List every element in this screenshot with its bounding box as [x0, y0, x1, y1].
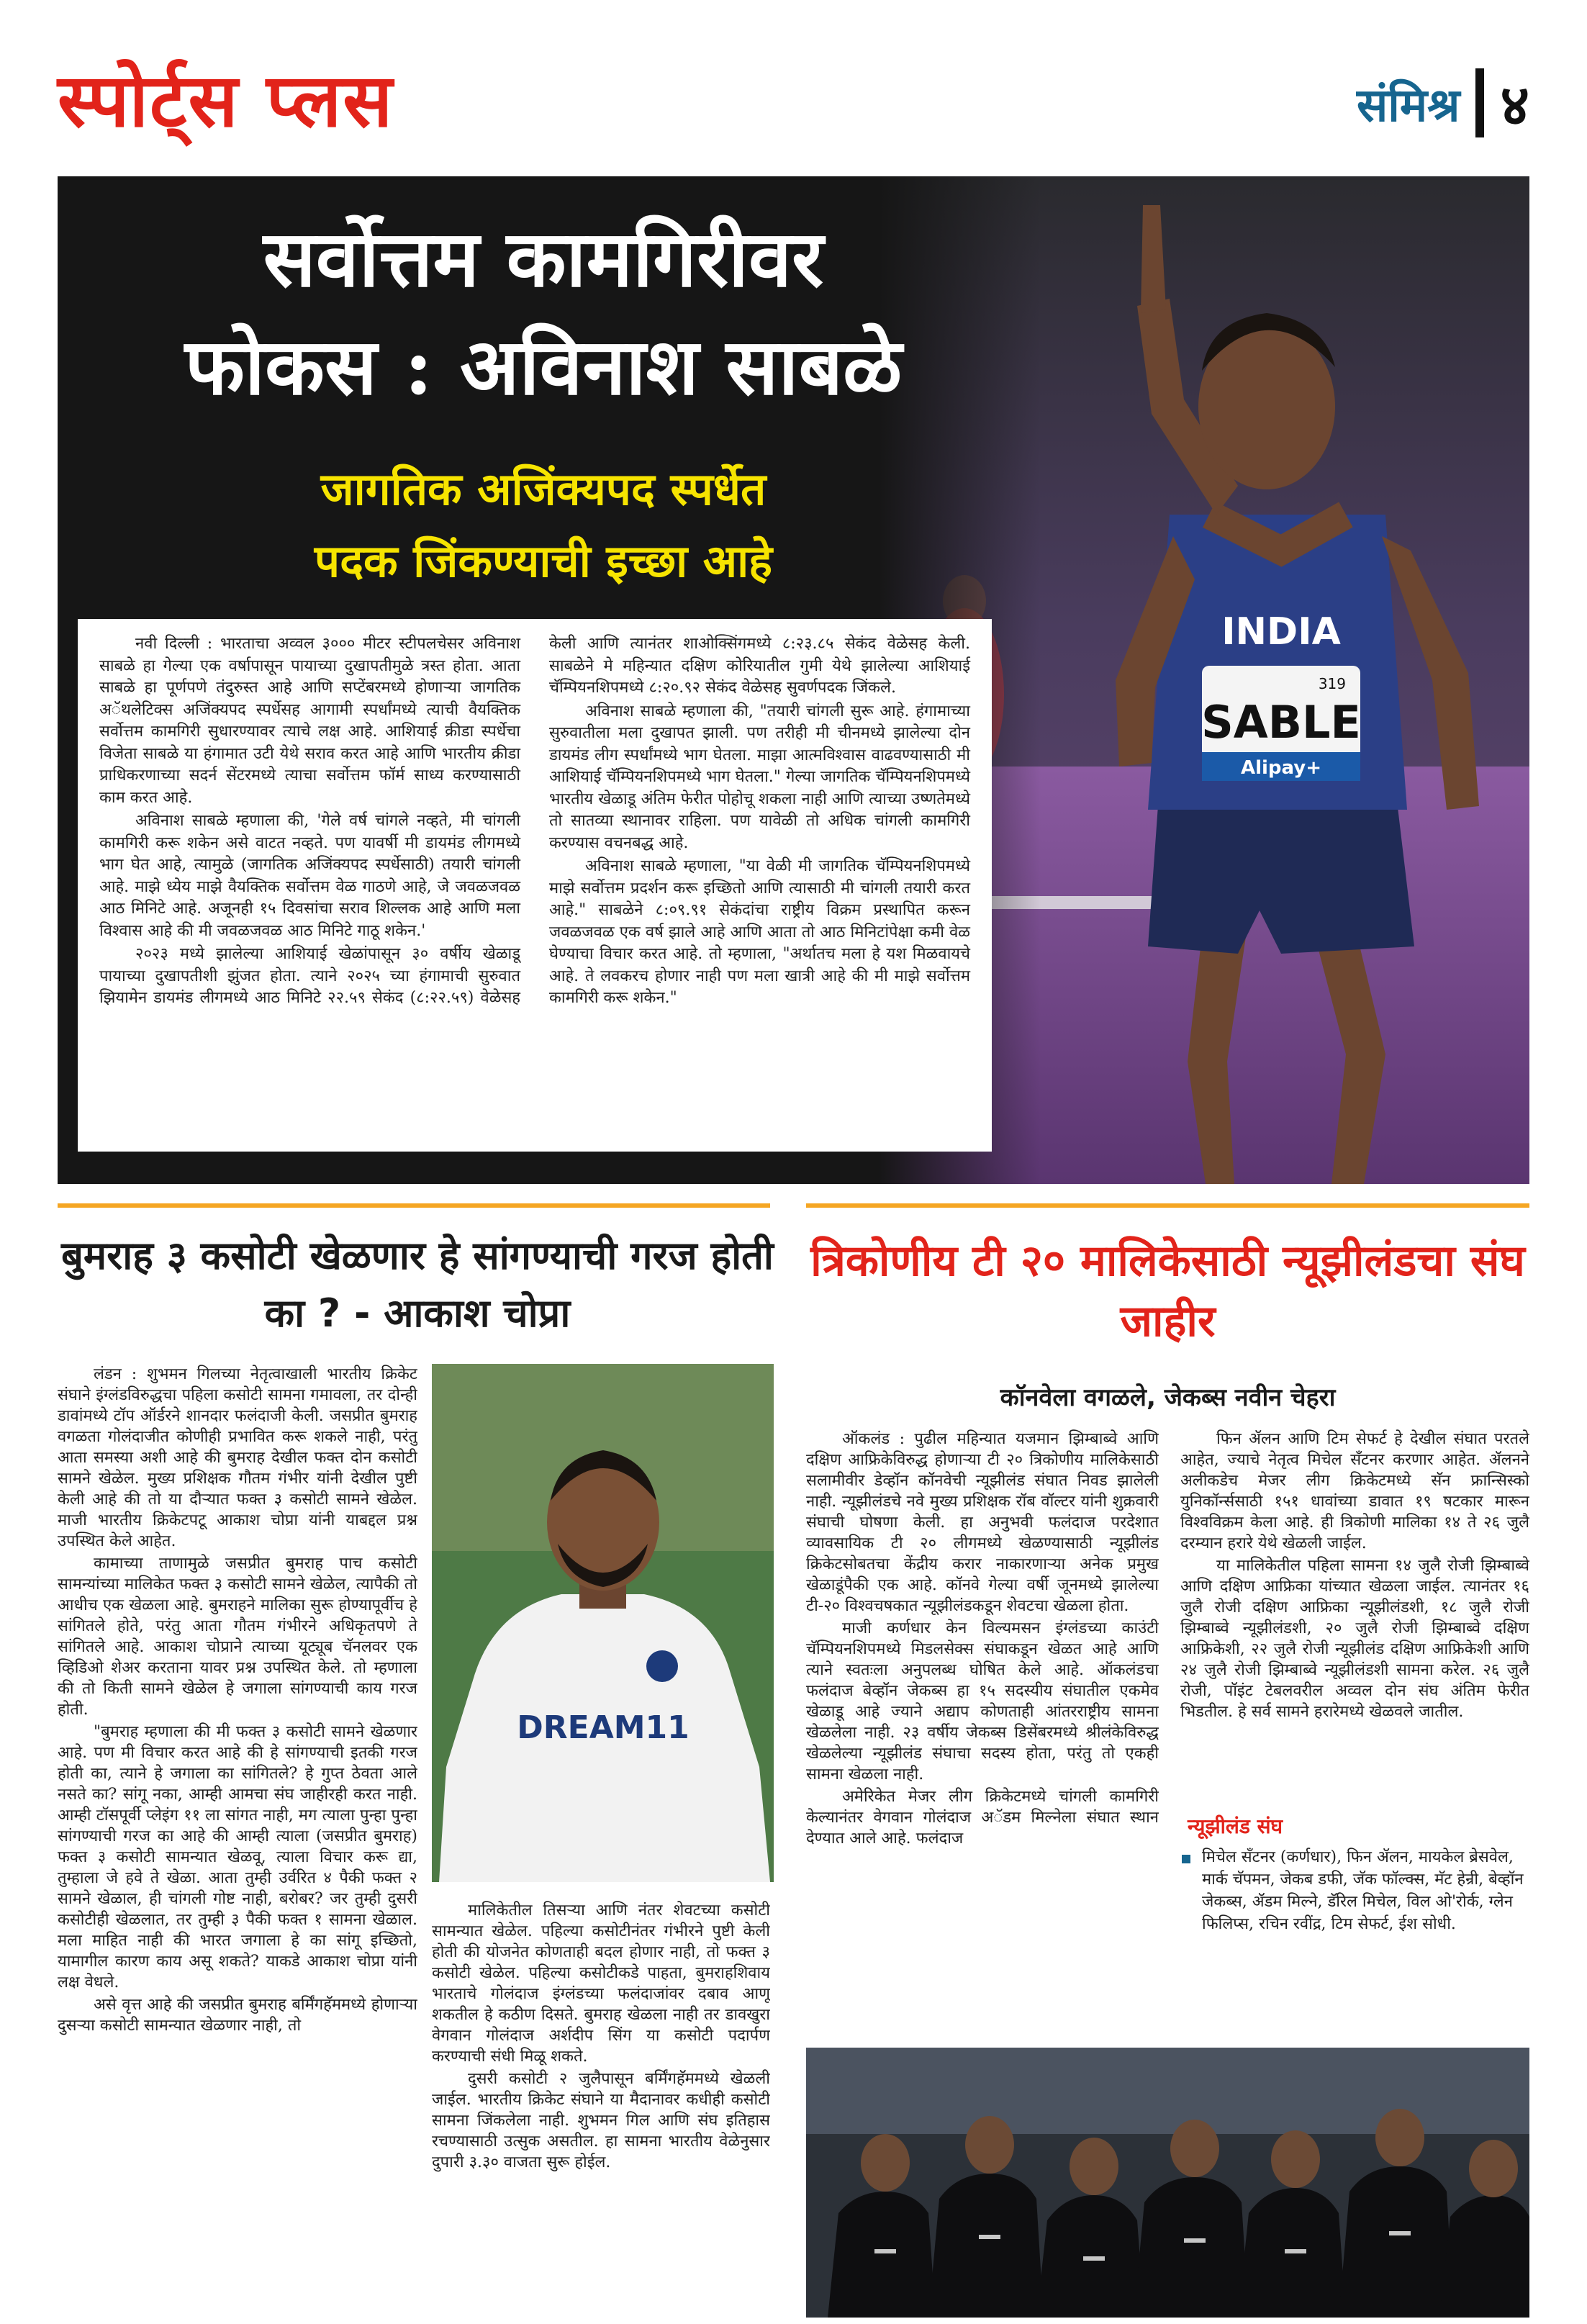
nz-column-2	[1180, 1429, 1529, 1803]
bumrah-column-1	[58, 1364, 417, 2318]
bumrah-paragraph: मालिकेतील तिसऱ्या आणि नंतर शेवटच्या कसोटी सामन्यात खेळेल. पहिल्या कसोटीनंतर गंभीरने पुष्टी केली होती की योजनेत कोणताही बदल होणार नाही, तो फक्त ३ कसोटी खेळेल. पहिल्या कसोटीकडे पाहता, बुमराहशिवाय भारताचे गोलंदाज इंग्लंडच्या फलंदाजांवर दबाव आणू शकतील हे कठीण दिसते. बुमराह खेळला नाही तर डावखुरा वेगवान गोलंदाज अर्शदीप सिंग या कसोटी पदार्पण करण्याची संधी मिळू शकते.	[432, 1902, 770, 2066]
hero-paragraph: अविनाश साबळे म्हणाला की, 'गेले वर्ष चांगले नव्हते, मी चांगली कामगिरी करू शकेन असे वाटत नव्हते. पण यावर्षी मी डायमंड लीगमध्ये भाग घेत आहे, त्यामुळे (जागतिक अजिंक्यपद स्पर्धेसाठी) तयारी चांगली आहे. माझे ध्येय माझे वैयक्तिक सर्वोत्तम वेळ गाठणे आहे, जे जवळजवळ आठ मिनिटे आहे. अजूनही १५ दिवसांचा सराव शिल्लक आहे आणि मला विश्वास आहे की मी जवळजवळ आठ मिनिटे गाठू शकेन.'	[99, 812, 520, 940]
nz-paragraph: या मालिकेतील पहिला सामना १४ जुलै रोजी झिम्बाब्वे आणि दक्षिण आफ्रिका यांच्यात खेळला जाईल. त्यानंतर १६ जुलै रोजी दक्षिण आफ्रिका न्यूझीलंडशी, १८ जुलै रोजी झिम्बाब्वे न्यूझीलंडशी, २० जुलै रोजी झिम्बाब्वे दक्षिण आफ्रिकेशी, २२ जुलै रोजी न्यूझीलंड दक्षिण आफ्रिकेशी आणि २४ जुलै रोजी झिम्बाब्वे न्यूझीलंडशी सामना करेल. २६ जुलै रोजी, पॉइंट टेबलवरील अव्वल दोन संघ अंतिम फेरीत भिडतील. हे सर्व सामने हरारेमध्ये खेळवले जातील.	[1180, 1557, 1529, 1721]
page-number: ४	[1500, 73, 1529, 138]
section-divider	[1475, 68, 1484, 137]
squad-title: न्यूझीलंड संघ	[1188, 1814, 1283, 1838]
brand-title: स्पोर्ट्स प्लस	[58, 58, 394, 144]
nz-paragraph: अमेरिकेत मेजर लीग क्रिकेटमध्ये चांगली कामगिरी केल्यानंतर वेगवान गोलंदाज अॅडम मिल्नेला संघात स्थान देण्यात आले आहे. फलंदाज	[806, 1788, 1159, 1848]
nz-subhead: कॉनवेला वगळले, जेकब्स नवीन चेहरा	[1000, 1383, 1336, 1412]
nz-paragraph: माजी कर्णधार केन विल्यमसन इंग्लंडच्या काउंटी चॅम्पियनशिपमध्ये मिडलसेक्स संघाकडून खेळत आहे आणि त्याने स्वतःला अनुपलब्ध घोषित केले आहे. ऑकलंडचा फलंदाज बेव्हॉन जेकब्स हा १५ सदस्यीय संघातील एकमेव खेळाडू आहे ज्याने अद्याप कोणताही आंतरराष्ट्रीय सामना खेळलेला नाही. २३ वर्षीय जेकब्स डिसेंबरमध्ये श्रीलंकेविरुद्ध खेळलेल्या न्यूझीलंड संघाचा सदस्य होता, परंतु तो एकही सामना खेळला नाही.	[806, 1619, 1159, 1783]
section-name: संमिश्र	[1357, 78, 1460, 132]
hero-subhead-line1: जागतिक अजिंक्यपद स्पर्धेत	[320, 463, 767, 515]
bumrah-paragraph: कामाच्या ताणामुळे जसप्रीत बुमराह पाच कसोटी सामन्यांच्या मालिकेत फक्त ३ कसोटी सामने खेळेल, त्यापैकी तो आधीच एक खेळला आहे. बुमराहने मालिका सुरू होण्यापूर्वीच हे सांगितले होते, परंतु आता गौतम गंभीरने अधिकृतपणे ते सांगितले आहे. आकाश चोप्राने त्याच्या यूट्यूब चॅनलवर एक व्हिडिओ शेअर करताना यावर प्रश्न उपस्थित केले. तो म्हणाला की तो किती सामने खेळेल हे जगाला सांगण्याची काय गरज होती.	[58, 1555, 417, 1719]
hero-headline	[101, 205, 986, 421]
jersey-sponsor: DREAM11	[517, 1709, 689, 1746]
hero-paragraph: अविनाश साबळे म्हणाला की, "तयारी चांगली सुरू आहे. हंगामाच्या सुरुवातीला मला दुखापत झाली. पण तरीही मी चीनमध्ये झालेल्या दोन डायमंड लीग स्पर्धांमध्ये भाग घेतला. माझा आत्मविश्वास वाढवण्यासाठी मी आशियाई चॅम्पियनशिपमध्ये भाग घेतला." गेल्या जागतिक चॅम्पियनशिपमध्ये भारतीय खेळाडू अंतिम फेरीत पोहोचू शकला नाही आणि त्याच्या उष्णतेमध्ये तो सातव्या स्थानावर राहिला. पण यावेळी तो अधिक चांगली कामगिरी करण्यास वचनबद्ध आहे.	[549, 702, 970, 852]
hero-article	[58, 176, 1529, 1184]
bumrah-column-2	[432, 1900, 770, 2318]
squad-names: मिचेल सँटनर (कर्णधार), फिन ॲलन, मायकेल ब्रेसवेल, मार्क चॅपमन, जेकब डफी, जॅक फॉल्क्स, मॅट हेन्री, बेव्हॉन जेकब्स, ॲडम मिल्ने, डॅरिल मिचेल, विल ओ'रोर्क, ग्लेन फिलिप्स, रचिन रवींद्र, टिम सेफर्ट, ईश सोधी.	[1202, 1848, 1524, 1933]
squad-list	[1180, 1846, 1529, 1935]
nz-paragraph: फिन ॲलन आणि टिम सेफर्ट हे देखील संघात परतले आहेत, ज्याचे नेतृत्व मिचेल सँटनर करणार आहेत. ॲलनने अलीकडेच मेजर लीग क्रिकेटमध्ये सॅन फ्रान्सिस्को युनिकॉर्न्ससाठी १५१ धावांच्या डावात १९ षटकार मारून विश्वविक्रम केला आहे. ही त्रिकोणी मालिका १४ ते २६ जुलै दरम्यान हरारे येथे खेळली जाईल.	[1180, 1430, 1529, 1552]
hero-story-body	[78, 619, 992, 1152]
bumrah-paragraph: "बुमराह म्हणाला की मी फक्त ३ कसोटी सामने खेळणार आहे. पण मी विचार करत आहे की हे सांगण्याची इतकी गरज होती का, त्याने हे जगाला का सांगितले? हे गुप्त ठेवता आले नसते का? सांगू नका, आम्ही आमचा संघ जाहीरही करत नाही. आम्ही टॉसपूर्वी प्लेइंग ११ ला सांगत नाही, मग त्याला पुन्हा पुन्हा सांगण्याची गरज का आहे की आम्ही त्याला (जसप्रीत बुमराह) फक्त ३ कसोटी सामन्यात खेळवू, त्याला विचार करू द्या, तुम्हाला जे हवे ते खेळा. आता तुम्ही उर्वरित ४ पैकी फक्त २ सामने खेळाल, ही चांगली गोष्ट नाही, बरोबर? जर तुम्ही दुसरी कसोटीही खेळलात, तर तुम्ही ३ पैकी फक्त १ सामना खेळाल. मला माहित नाही की भारत जगाला हे का सांगू इच्छितो, यामागील कारण काय असू शकते? याकडे आकाश चोप्रा यांनी लक्ष वेधले.	[58, 1723, 417, 1991]
hero-paragraph: अविनाश साबळे म्हणाला, "या वेळी मी जागतिक चॅम्पियनशिपमध्ये माझे सर्वोत्तम प्रदर्शन करू इच्छितो आणि त्यासाठी मी चांगली तयारी करत आहे." साबळेने ८:०९.९१ सेकंदांचा राष्ट्रीय विक्रम प्रस्थापित करून जवळजवळ एक वर्ष झाले आहे आणि आता तो आठ मिनिटांपेक्षा कमी वेळ घेण्याचा विचार करत आहे. तो म्हणाला, "अर्थातच मला हे यश मिळवायचे आहे. ते लवकरच होणार नाही पण मला खात्री आहे की मी माझे सर्वोत्तम कामगिरी करू शकेन."	[549, 857, 970, 1007]
hero-paragraph: २०२३ मध्ये झालेल्या आशियाई खेळांपासून ३० वर्षीय खेळाडू पायाच्या दुखापतीशी झुंजत होता. त्याने २०२५ च्या हंगामाची सुरुवात झियामेन डायमंड लीगमध्ये आठ मिनिटे २२.५९ सेकंद (८:२२.५९) वेळेसह केली आणि त्यानंतर शाओक्सिंगमध्ये ८:२३.८५ सेकंद वेळेसह केली. साबळेने मे महिन्यात दक्षिण कोरियातील गुमी येथे झालेल्या आशियाई चॅम्पियनशिपमध्ये ८:२०.९२ सेकंद वेळेसह सुवर्णपदक जिंकले.	[99, 635, 970, 1007]
bumrah-paragraph: असे वृत्त आहे की जसप्रीत बुमराह बर्मिंगहॅममध्ये होणाऱ्या दुसऱ्या कसोटी सामन्यात खेळणार नाही, तो	[58, 1996, 417, 2035]
bumrah-photo	[432, 1364, 774, 1882]
nz-team-photo	[806, 2048, 1529, 2318]
bumrah-paragraph: दुसरी कसोटी २ जुलैपासून बर्मिंगहॅममध्ये खेळली जाईल. भारतीय क्रिकेट संघाने या मैदानावर कधीही कसोटी सामना जिंकलेला नाही. शुभमन गिल आणि संघ इतिहास रचण्यासाठी उत्सुक असतील. हा सामना भारतीय वेळेनुसार दुपारी ३.३० वाजता सुरू होईल.	[432, 2070, 770, 2171]
nz-column-1	[806, 1429, 1159, 2037]
bumrah-paragraph: लंडन : शुभमन गिलच्या नेतृत्वाखाली भारतीय क्रिकेट संघाने इंग्लंडविरुद्धचा पहिला कसोटी सामना गमावला, तर दोन्ही डावांमध्ये टॉप ऑर्डरने शानदार फलंदाजी केली. जसप्रीत बुमराह वगळता गोलंदाजीत कोणीही प्रभावित करू शकले नाही, परंतु आता समस्या अशी आहे की बुमराह देखील फक्त दोन कसोटी सामने खेळेल. मुख्य प्रशिक्षक गौतम गंभीर यांनी देखील पुष्टी केली आहे की तो या दौऱ्यात फक्त ३ कसोटी सामने खेळेल. माजी भारतीय क्रिकेटपटू आकाश चोप्रा यांनी याबद्दल प्रश्न उपस्थित केले आहेत.	[58, 1365, 417, 1550]
edition-block	[1357, 63, 1529, 143]
section-rule	[58, 1203, 770, 1208]
nz-paragraph: ऑकलंड : पुढील महिन्यात यजमान झिम्बाब्वे आणि दक्षिण आफ्रिकेविरुद्ध होणाऱ्या टी २० त्रिकोणीय मालिकेसाठी सलामीवीर डेव्हॉन कॉनवेची न्यूझीलंड संघात निवड झालेली नाही. न्यूझीलंडचे नवे मुख्य प्रशिक्षक रॉब वॉल्टर यांनी शुक्रवारी संघाची घोषणा केली. हा अनुभवी फलंदाज परदेशात व्यावसायिक टी २० लीगमध्ये खेळण्यासाठी न्यूझीलंड क्रिकेटसोबतचा केंद्रीय करार नाकारणाऱ्या अनेक प्रमुख खेळाडूंपैकी एक आहे. कॉनवे गेल्या वर्षी जूनमध्ये झालेल्या टी-२० विश्वचषकात न्यूझीलंडकडून शेवटचा खेळला होता.	[806, 1430, 1159, 1615]
hero-subhead-line2: पदक जिंकण्याची इच्छा आहे	[314, 535, 773, 587]
hero-headline-line1: सर्वोत्तम कामगिरीवर	[263, 214, 824, 304]
bumrah-headline: बुमराह ३ कसोटी खेळणार हे सांगण्याची गरज होती का ? - आकाश चोप्रा	[61, 1233, 774, 1336]
nz-headline: त्रिकोणीय टी २० मालिकेसाठी न्यूझीलंडचा संघ जाहीर	[810, 1236, 1525, 1347]
masthead	[58, 50, 1529, 158]
hero-paragraph: नवी दिल्ली : भारताचा अव्वल ३००० मीटर स्टीपलचेसर अविनाश साबळे हा गेल्या एक वर्षापासून पायाच्या दुखापतीमुळे त्रस्त होता. आता साबळे हा पूर्णपणे तंदुरुस्त आहे आणि सप्टेंबरमध्ये होणाऱ्या जागतिक अॅथलेटिक्स अजिंक्यपद स्पर्धेसह आगामी स्पर्धांमध्ये त्याची वैयक्तिक सर्वोत्तम कामगिरी सुधारण्यावर त्याचे लक्ष आहे. आशियाई क्रीडा स्पर्धेचा विजेता साबळे या हंगामात उटी येथे सराव करत आहे आणि भारतीय क्रीडा प्राधिकरणाच्या सदर्न सेंटरमध्ये त्याचा सर्वोत्तम फॉर्म साध्य करण्यासाठी काम करत आहे.	[99, 635, 520, 807]
hero-headline-line2: फोकस : अविनाश साबळे	[184, 322, 903, 412]
section-rule	[806, 1203, 1529, 1208]
bullet-icon	[1182, 1855, 1190, 1863]
hero-subhead	[101, 453, 986, 597]
